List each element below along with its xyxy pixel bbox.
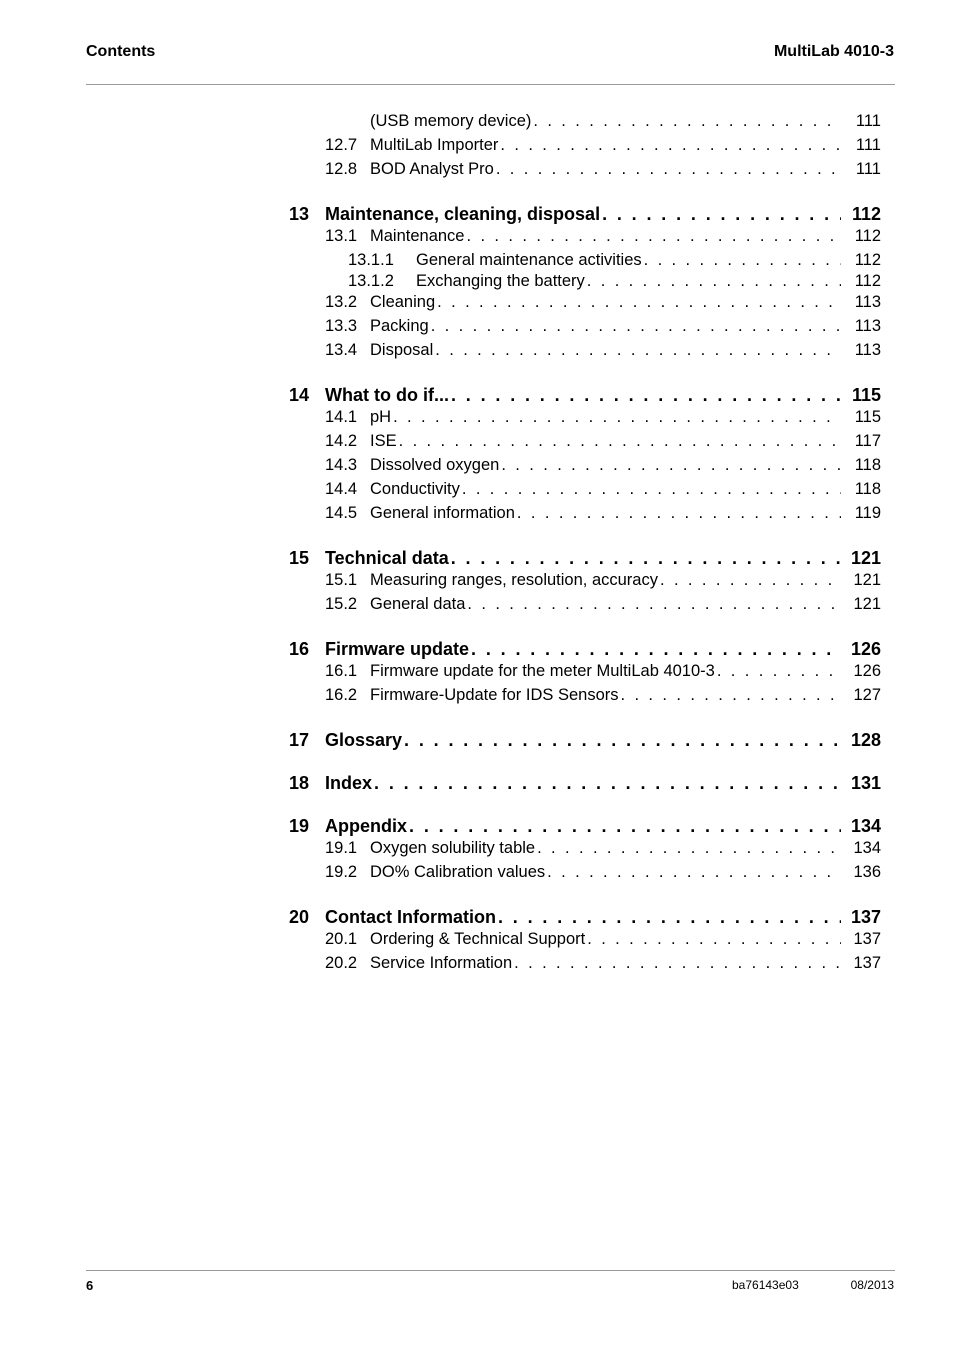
toc-entry[interactable] [289,406,881,430]
toc-entry[interactable] [289,502,881,526]
toc-entry-number: 20.1 [325,930,358,948]
toc-entry-number: 19.1 [325,839,358,857]
dot-leader [533,110,841,132]
header-product-name: MultiLab 4010-3 [773,43,894,60]
toc-entry-number: 14.1 [325,408,358,426]
toc-entry-number: 13.2 [325,293,358,311]
toc-entry-page: 134 [853,839,881,857]
toc-entry-page: 137 [853,954,881,972]
toc-entry[interactable] [289,225,881,249]
toc-entry-page: 112 [854,227,881,245]
toc-entry[interactable] [289,928,881,952]
toc-entry-title: Contact Information [325,907,496,927]
toc-chapter[interactable] [289,547,881,569]
toc-entry-title: DO% Calibration values [370,863,546,881]
toc-entry-title: MultiLab Importer [370,136,499,154]
toc-entry[interactable] [289,593,881,617]
dot-leader [431,315,841,337]
toc-entry-title: BOD Analyst Pro [370,160,494,178]
toc-entry-number: 13.1.2 [348,272,394,290]
toc-entry-number: 13.4 [325,341,358,359]
toc-entry[interactable] [289,454,881,478]
toc-entry[interactable] [289,270,881,291]
toc-entry[interactable] [289,339,881,363]
dot-leader [393,406,841,428]
toc-entry-page: 131 [850,773,881,793]
toc-entry-page: 112 [851,204,881,224]
dot-leader [587,270,841,292]
toc-entry-page: 113 [854,341,881,359]
dot-leader [660,569,841,591]
toc-entry-number: 13 [289,204,310,224]
toc-entry-page: 111 [855,160,881,178]
dot-leader [451,547,841,569]
toc-entry-number: 16.1 [325,662,358,680]
toc-entry-title: Cleaning [370,293,436,311]
toc-entry-page: 113 [854,317,881,335]
toc-entry-number: 19 [289,816,310,836]
toc-entry-title: Packing [370,317,429,335]
toc-entry-page: 119 [854,504,881,522]
toc-entry-page: 118 [854,456,881,474]
toc-entry-title: General maintenance activities [416,251,642,269]
toc-entry-page: 115 [851,385,881,405]
dot-leader [717,660,841,682]
toc-entry[interactable] [289,569,881,593]
toc-entry-title: pH [370,408,392,426]
toc-entry[interactable] [289,291,881,315]
toc-entry-title: Index [325,773,373,793]
toc-entry-title: General data [370,595,466,613]
toc-entry-number: 12.7 [325,136,358,154]
toc-entry-page: 121 [853,571,881,589]
toc-entry[interactable] [289,684,881,708]
dot-leader [471,638,841,660]
toc-entry-title: Technical data [325,548,449,568]
toc-entry[interactable] [289,158,881,182]
toc-entry-page: 113 [854,293,881,311]
toc-entry-page: 137 [850,907,881,927]
toc-entry-title: Firmware-Update for IDS Sensors [370,686,619,704]
dot-leader [587,928,841,950]
toc-entry-number: 19.2 [325,863,358,881]
toc-entry-page: 118 [854,480,881,498]
toc-chapter[interactable] [289,384,881,406]
toc-entry-page: 121 [850,548,881,568]
toc-entry[interactable] [289,315,881,339]
toc-entry-title: Conductivity [370,480,460,498]
dot-leader [466,225,841,247]
toc-entry-number: 18 [289,773,310,793]
dot-leader [514,952,841,974]
toc-entry-title: Maintenance [370,227,465,245]
header-rule [86,84,895,85]
toc-entry-number: 15.1 [325,571,358,589]
toc-entry[interactable] [289,660,881,684]
toc-entry-page: 136 [853,863,881,881]
toc-entry-page: 128 [850,730,881,750]
toc-entry[interactable] [289,110,881,134]
toc-chapter[interactable] [289,729,881,751]
toc-entry-title: Exchanging the battery [416,272,585,290]
toc-entry-page: 112 [854,251,881,269]
toc-entry-number: 20.2 [325,954,358,972]
toc-entry-page: 111 [855,112,881,130]
toc-entry-title: Oxygen solubility table [370,839,536,857]
toc-entry-number: 20 [289,907,310,927]
toc-entry-number: 14.5 [325,504,358,522]
toc-entry-number: 14 [289,385,310,405]
toc-entry-page: 127 [853,686,881,704]
toc-entry-title: What to do if... [325,385,449,405]
toc-entry-number: 14.3 [325,456,358,474]
toc-entry-number: 14.4 [325,480,358,498]
dot-leader [547,861,841,883]
toc-entry-page: 126 [850,639,881,659]
toc-entry-title: Dissolved oxygen [370,456,500,474]
toc-entry-title: Appendix [325,816,408,836]
dot-leader [399,430,841,452]
footer-document-id: ba76143e03 [732,1278,799,1292]
table-of-contents [289,110,881,976]
toc-entry-page: 137 [853,930,881,948]
dot-leader [644,249,841,271]
toc-chapter[interactable] [289,638,881,660]
dot-leader [435,339,841,361]
toc-entry-title: (USB memory device) [370,112,532,130]
dot-leader [462,478,841,500]
toc-chapter[interactable] [289,203,881,225]
toc-chapter[interactable] [289,815,881,837]
dot-leader [602,203,841,225]
toc-entry[interactable] [289,861,881,885]
toc-entry-number: 15 [289,548,310,568]
dot-leader [621,684,842,706]
footer-date: 08/2013 [850,1278,894,1292]
toc-entry-title: Disposal [370,341,434,359]
dot-leader [451,384,841,406]
header-section-title: Contents [86,43,156,60]
dot-leader [437,291,841,313]
toc-entry-number: 16 [289,639,310,659]
toc-entry[interactable] [289,952,881,976]
toc-entry-title: Measuring ranges, resolution, accuracy [370,571,658,589]
toc-entry-number: 17 [289,730,310,750]
footer-rule [86,1270,895,1271]
toc-entry-number: 12.8 [325,160,358,178]
toc-entry-title: Glossary [325,730,403,750]
toc-entry-page: 115 [854,408,881,426]
toc-chapter[interactable] [289,772,881,794]
toc-entry-title: Service Information [370,954,513,972]
dot-leader [467,593,841,615]
toc-entry[interactable] [289,430,881,454]
toc-entry-title: Maintenance, cleaning, disposal [325,204,601,224]
toc-entry-page: 117 [854,432,881,450]
toc-entry-title: General information [370,504,515,522]
toc-entry-title: Ordering & Technical Support [370,930,586,948]
toc-entry-title: ISE [370,432,397,450]
toc-entry[interactable] [289,134,881,158]
toc-entry[interactable] [289,478,881,502]
toc-entry-number: 13.1.1 [348,251,394,269]
toc-entry-title: Firmware update for the meter MultiLab 4010-3 [370,662,715,680]
toc-entry-page: 134 [850,816,881,836]
dot-leader [500,134,841,156]
toc-entry[interactable] [289,249,881,270]
toc-entry-number: 13.1 [325,227,358,245]
toc-chapter[interactable] [289,906,881,928]
toc-entry-page: 111 [855,136,881,154]
dot-leader [374,772,841,794]
toc-entry-title: Firmware update [325,639,470,659]
toc-entry-page: 121 [853,595,881,613]
dot-leader [496,158,841,180]
dot-leader [537,837,841,859]
toc-entry-number: 13.3 [325,317,358,335]
footer-page-number: 6 [86,1278,94,1293]
toc-entry-number: 15.2 [325,595,358,613]
toc-entry-number: 14.2 [325,432,358,450]
dot-leader [517,502,841,524]
dot-leader [409,815,841,837]
dot-leader [498,906,841,928]
dot-leader [404,729,841,751]
toc-entry-number: 16.2 [325,686,358,704]
dot-leader [501,454,841,476]
toc-entry[interactable] [289,837,881,861]
toc-entry-page: 112 [854,272,881,290]
toc-entry-page: 126 [853,662,881,680]
